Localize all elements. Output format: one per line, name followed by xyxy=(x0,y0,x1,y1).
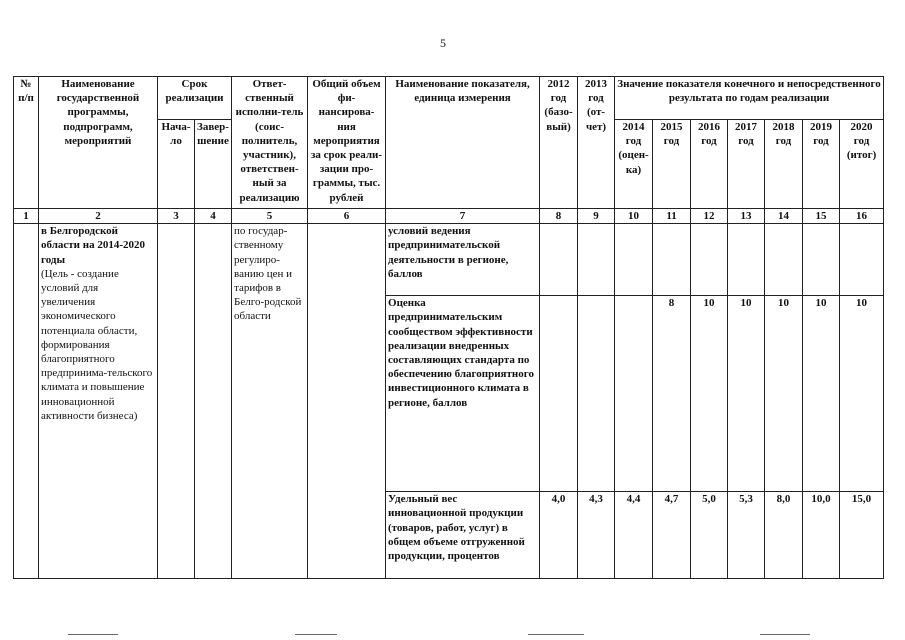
indicator-name: Удельный вес инновационной продукции (товаров, работ, услуг) в общем объеме отгруженной продукции, процентов xyxy=(386,492,540,579)
funding-cell xyxy=(308,224,386,579)
program-goal: (Цель - создание условий для увеличения экономического потенциала области, формирования благоприятного предпринима-тельского климата и повышение инновационной активности бизнеса) xyxy=(41,267,153,422)
header-start: Нача-ло xyxy=(158,120,195,209)
header-period: Срок реализации xyxy=(158,77,232,120)
column-number: 9 xyxy=(578,209,615,224)
column-number: 15 xyxy=(803,209,840,224)
start-cell xyxy=(158,224,195,579)
indicator-value xyxy=(691,224,728,296)
scan-artifact-line xyxy=(295,634,337,635)
column-number: 7 xyxy=(386,209,540,224)
indicator-value xyxy=(653,224,691,296)
column-number: 16 xyxy=(840,209,884,224)
column-number: 6 xyxy=(308,209,386,224)
header-indicator: Наименование показателя, единица измерения xyxy=(386,77,540,209)
indicator-value xyxy=(803,224,840,296)
header-year-2019: 2019 год xyxy=(803,120,840,209)
indicator-value xyxy=(765,224,803,296)
header-2012: 2012 год (базо-вый) xyxy=(540,77,578,209)
column-number: 4 xyxy=(195,209,232,224)
indicator-value: 10 xyxy=(840,296,884,492)
column-number: 5 xyxy=(232,209,308,224)
column-number: 13 xyxy=(728,209,765,224)
column-number: 12 xyxy=(691,209,728,224)
header-year-2016: 2016 год xyxy=(691,120,728,209)
header-row-1 xyxy=(14,77,884,120)
indicator-value xyxy=(615,224,653,296)
table-row xyxy=(14,224,884,296)
program-table xyxy=(13,76,884,579)
indicator-value: 4,7 xyxy=(653,492,691,579)
indicator-value: 4,4 xyxy=(615,492,653,579)
header-funding: Общий объем фи-нансирова-ния мероприятия за срок реали-зации про-граммы, тыс. рублей xyxy=(308,77,386,209)
indicator-value: 10 xyxy=(765,296,803,492)
header-num: № п/п xyxy=(14,77,39,209)
indicator-name: Оценка предпринимательским сообществом эффективности реализации внедренных составляющих стандарта по обеспечению благоприятного инвестиционного климата в регионе, баллов xyxy=(386,296,540,492)
executor-cell: по государ-ственному регулиро-ванию цен и тарифов в Белго-родской области xyxy=(232,224,308,579)
page-number: 5 xyxy=(440,36,446,50)
header-year-2017: 2017 год xyxy=(728,120,765,209)
header-end: Завер-шение xyxy=(195,120,232,209)
scan-artifact-line xyxy=(528,634,584,635)
column-number: 10 xyxy=(615,209,653,224)
header-year-2015: 2015 год xyxy=(653,120,691,209)
indicator-value xyxy=(578,296,615,492)
column-number: 11 xyxy=(653,209,691,224)
scan-artifact-line xyxy=(760,634,810,635)
indicator-value xyxy=(840,224,884,296)
indicator-value xyxy=(578,224,615,296)
column-number: 14 xyxy=(765,209,803,224)
indicator-name: условий ведения предпринимательской деятельности в регионе, баллов xyxy=(386,224,540,296)
indicator-value: 10,0 xyxy=(803,492,840,579)
column-numbers-row xyxy=(14,209,884,224)
indicator-value: 5,0 xyxy=(691,492,728,579)
indicator-value xyxy=(540,224,578,296)
header-executor: Ответ-ственный исполни-тель (соис-полнитель, участник), ответствен-ный за реализацию xyxy=(232,77,308,209)
end-cell xyxy=(195,224,232,579)
header-year-2014: 2014 год (оцен-ка) xyxy=(615,120,653,209)
header-program-name: Наименование государственной программы, подпрограмм, мероприятий xyxy=(39,77,158,209)
program-name-cell xyxy=(39,224,158,579)
header-2013: 2013 год (от-чет) xyxy=(578,77,615,209)
program-name: в Белгородской области на 2014-2020 годы xyxy=(41,225,146,266)
column-number: 8 xyxy=(540,209,578,224)
indicator-value: 10 xyxy=(803,296,840,492)
indicator-value: 8 xyxy=(653,296,691,492)
header-year-2018: 2018 год xyxy=(765,120,803,209)
column-number: 1 xyxy=(14,209,39,224)
header-year-2020: 2020 год (итог) xyxy=(840,120,884,209)
indicator-value: 5,3 xyxy=(728,492,765,579)
column-number: 3 xyxy=(158,209,195,224)
row-number-cell xyxy=(14,224,39,579)
indicator-value xyxy=(540,296,578,492)
column-number: 2 xyxy=(39,209,158,224)
scan-artifact-line xyxy=(68,634,118,635)
indicator-value: 4,3 xyxy=(578,492,615,579)
indicator-value xyxy=(728,224,765,296)
indicator-value: 15,0 xyxy=(840,492,884,579)
indicator-value: 10 xyxy=(728,296,765,492)
indicator-value: 4,0 xyxy=(540,492,578,579)
indicator-value: 8,0 xyxy=(765,492,803,579)
indicator-value xyxy=(615,296,653,492)
indicator-value: 10 xyxy=(691,296,728,492)
header-values: Значение показателя конечного и непосредственного результата по годам реализации xyxy=(615,77,884,120)
